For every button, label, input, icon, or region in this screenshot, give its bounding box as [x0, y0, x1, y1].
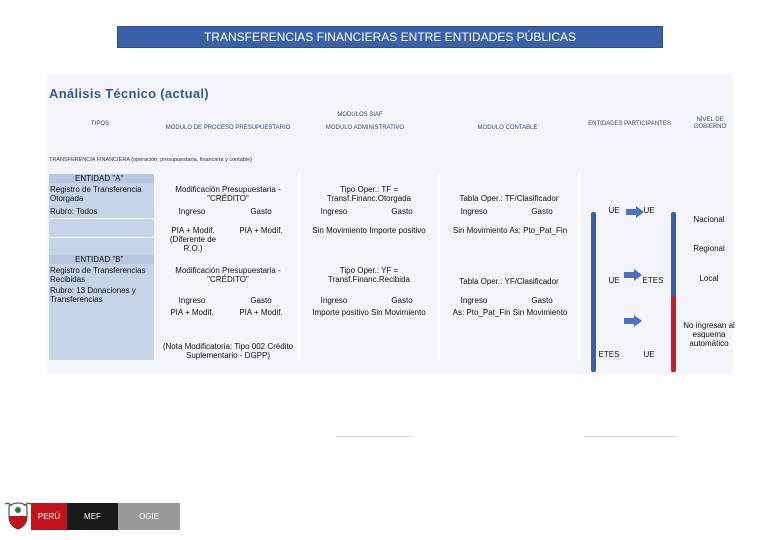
section-subtitle: Análisis Técnico (actual): [49, 86, 209, 101]
footer-logo-mef: MEF: [67, 503, 118, 530]
nivel-regional: Regional: [693, 244, 725, 253]
entidad-a-proceso-title: Modificación Presupuestaria - "CRÉDITO": [175, 185, 281, 203]
entidad-a-line1: Registro de Transferencia Otorgada: [50, 185, 142, 203]
entidad-b-header: ENTIDAD "B": [75, 255, 124, 264]
entidad-a-contable-values: Sin Movimiento As: Pto_Pat_Fin: [452, 226, 568, 235]
entidad-b-admin-gasto: Gasto: [391, 296, 413, 305]
entidad-b-proceso-ingreso: Ingreso: [178, 296, 206, 305]
entidad-a-proceso-val1: PIA + Modif. (Diferente de R.O.): [169, 226, 217, 253]
entidad-a-admin-gasto: Gasto: [391, 207, 413, 216]
entidad-b-contable-gasto: Gasto: [531, 296, 553, 305]
entidad-a-proceso-ingreso: Ingreso: [178, 207, 206, 216]
entidad-a-admin-values: Sin Movimiento Importe positivo: [312, 226, 426, 235]
section-label: TRANSFERENCIA FINANCIERA (operación: presupuestaria, financiera y contable): [49, 157, 252, 163]
blue-range-bar: [591, 212, 596, 372]
entidad-a-admin-ingreso: Ingreso: [320, 207, 348, 216]
entidad-b-admin-values: Importe positivo Sin Movimiento: [312, 308, 426, 317]
entidad-b-admin-title: Tipo Oper.: YF = Transf.Financ.Recibida: [328, 266, 410, 284]
entidad-b-proceso-val1: PIA + Modif.: [170, 308, 214, 317]
entidad-b-proceso-val2: PIA + Modif.: [239, 308, 283, 317]
entidad-b-contable-values: As: Pto_Pat_Fin Sin Movimiento: [452, 308, 568, 317]
participant-r1-to: UE: [643, 206, 655, 215]
header-modulos-siaf: MODULOS SIAF: [337, 112, 383, 118]
entidad-b-proceso-gasto: Gasto: [250, 296, 272, 305]
column-divider: [578, 174, 580, 360]
entidad-a-line2: Rubro: Todos: [50, 207, 98, 216]
nivel-no-ingresan: No ingresan al esquema automático: [683, 321, 735, 348]
arrow-right-icon: [624, 314, 642, 332]
entidad-b-nota: (Nota Modificatoria: Tipo 002 Crédito Suplementario - DGPP): [162, 342, 294, 360]
row-divider: [49, 218, 154, 219]
entidad-b-admin-ingreso: Ingreso: [320, 296, 348, 305]
header-modulo-contable: MODULO CONTABLE: [477, 125, 538, 131]
entidad-b-line2: Rubro: 13 Donaciones y Transferencias: [50, 286, 136, 304]
participant-r3-from: ETES: [598, 350, 620, 359]
footer-divider: [336, 436, 412, 437]
footer-logo-peru: PERÚ: [31, 503, 67, 530]
column-divider: [298, 174, 300, 360]
red-range-bar: [671, 296, 676, 372]
header-nivel-gobierno: NIVEL DE GOBIERNO: [693, 117, 727, 130]
footer-divider: [584, 436, 678, 437]
entidad-a-proceso-val2: PIA + Modif.: [239, 226, 283, 235]
column-divider: [438, 174, 440, 360]
entidad-b-proceso-title: Modificación Presupuestaria - "CRÉDITO": [175, 266, 281, 284]
entidad-b-line1: Registro de Transferencias Recibidas: [50, 266, 146, 284]
footer-logo-ogie: OGIE: [118, 503, 180, 530]
header-modulo-proceso: MODULO DE PROCESO PRESUPUESTARIO: [165, 125, 291, 131]
entidad-a-contable-title: Tabla Oper.: TF/Clasificador: [459, 194, 559, 203]
participant-r2-to: ETES: [642, 276, 664, 285]
entidad-b-contable-ingreso: Ingreso: [460, 296, 488, 305]
entidad-a-contable-gasto: Gasto: [531, 207, 553, 216]
peru-coat-of-arms-icon: [5, 500, 31, 530]
entidad-a-admin-title: Tipo Oper.: TF = Transf.Financ.Otorgada: [326, 185, 412, 203]
participant-r2-from: UE: [608, 276, 620, 285]
header-entidades-participantes: ENTIDADES PARTICIPANTES: [588, 121, 671, 127]
row-divider: [49, 237, 154, 238]
participant-r1-from: UE: [608, 206, 620, 215]
page-title: TRANSFERENCIAS FINANCIERAS ENTRE ENTIDADES PÚBLICAS: [117, 26, 663, 48]
header-tipos: TIPOS: [90, 121, 109, 127]
nivel-local: Local: [699, 274, 719, 283]
entidad-a-contable-ingreso: Ingreso: [460, 207, 488, 216]
participant-r3-to: UE: [643, 350, 655, 359]
header-modulo-administrativo: MODULO ADMINISTRATIVO: [325, 125, 405, 131]
entidad-a-proceso-gasto: Gasto: [250, 207, 272, 216]
entidad-a-header: ENTIDAD "A": [75, 174, 124, 183]
nivel-nacional: Nacional: [693, 215, 725, 224]
entidad-b-contable-title: Tabla Oper.: YF/Clasificador: [459, 277, 559, 286]
